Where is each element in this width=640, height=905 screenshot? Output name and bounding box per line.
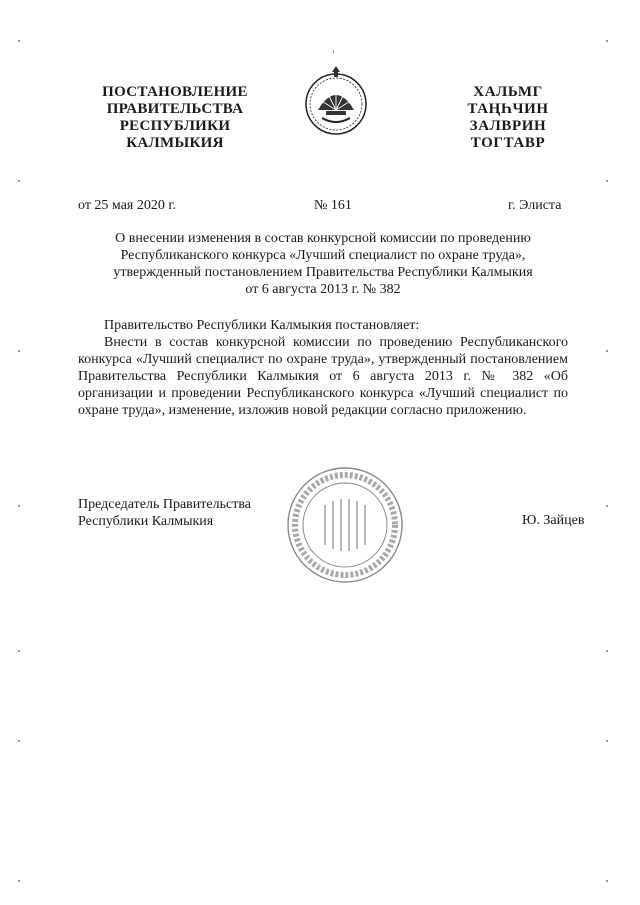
signatory-title-line: Председатель Правительства (78, 497, 251, 512)
document-number: № 161 (314, 198, 352, 213)
body-paragraph: Внести в состав конкурсной комиссии по проведению Республиканского конкурса «Лучший специалист по охране труда», утвержденный постановлением Правительства Республики Калмыкия от 6 августа 2013 г. № 382 «Об организации и проведении Республиканского конкурса «Лучший специалист по охране труда», изменение, изложив новой редакции согласно приложению. (78, 335, 568, 418)
subject-line: от 6 августа 2013 г. № 382 (245, 282, 401, 297)
header-left-line: ПРАВИТЕЛЬСТВА (106, 101, 244, 117)
header-right-line: ЗАЛВРИН (469, 118, 547, 134)
document-city: г. Элиста (508, 198, 562, 213)
document-date: от 25 мая 2020 г. (78, 198, 177, 213)
header-right-line: ТАҢҺЧИН (467, 101, 549, 117)
subject-line: Республиканского конкурса «Лучший специалист по охране труда», (120, 248, 526, 263)
header-right-line: ХАЛЬМГ (473, 84, 543, 100)
header-left-title (80, 84, 270, 152)
header-left-line: КАЛМЫКИЯ (126, 135, 224, 151)
coat-of-arms-emblem-icon (304, 66, 368, 138)
body-preamble: Правительство Республики Калмыкия постановляет: (104, 318, 420, 333)
signatory-title (78, 496, 251, 530)
header-right-line: ТОГТАВР (470, 135, 546, 151)
signatory-title-line: Республики Калмыкия (78, 514, 214, 529)
document-subject (78, 230, 568, 298)
round-seal-stamp-icon (285, 465, 405, 585)
subject-line: утвержденный постановлением Правительства Республики Калмыкия (113, 265, 533, 280)
header-left-line: ПОСТАНОВЛЕНИЕ (102, 84, 248, 100)
header-right-title (448, 84, 568, 152)
document-body (78, 317, 568, 419)
header-left-line: РЕСПУБЛИКИ (119, 118, 231, 134)
signatory-name: Ю. Зайцев (522, 513, 585, 528)
subject-line: О внесении изменения в состав конкурсной комиссии по проведению (115, 231, 531, 246)
